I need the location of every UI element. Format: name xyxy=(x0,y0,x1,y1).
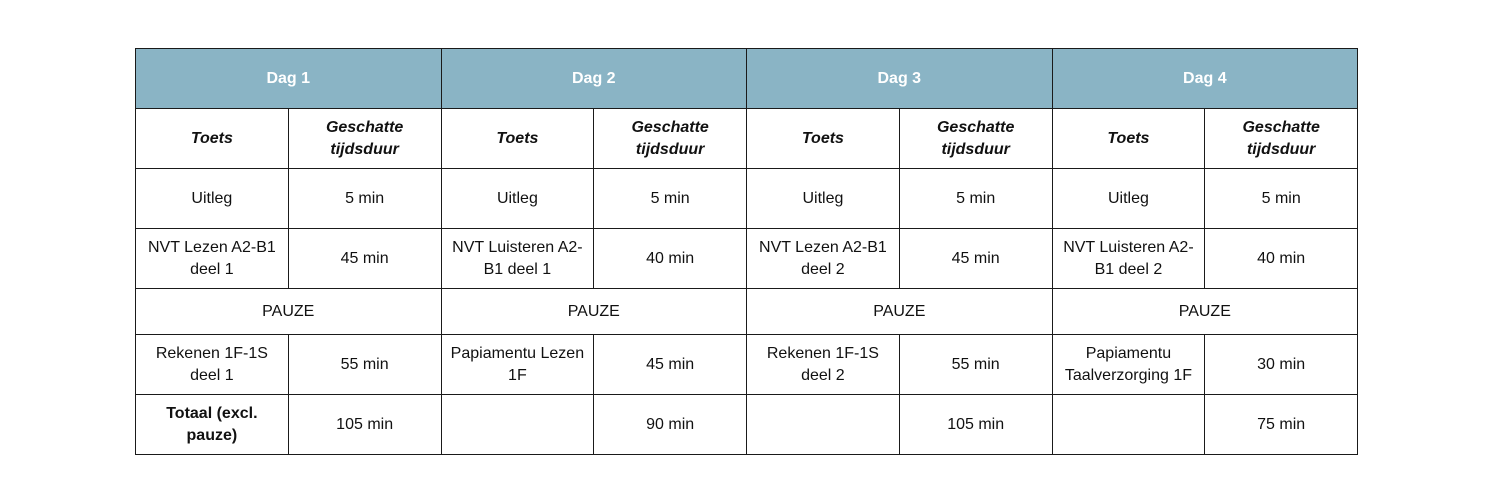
total-duur: 105 min xyxy=(288,395,441,455)
pauze-cell: PAUZE xyxy=(441,289,747,335)
duur-header: Geschatte tijdsduur xyxy=(288,109,441,169)
toets-header: Toets xyxy=(136,109,289,169)
schedule-table xyxy=(135,48,1358,455)
toets-cell: Uitleg xyxy=(441,169,594,229)
duur-cell: 45 min xyxy=(899,229,1052,289)
duur-header: Geschatte tijdsduur xyxy=(899,109,1052,169)
toets-cell: Rekenen 1F-1S deel 1 xyxy=(136,335,289,395)
duur-header: Geschatte tijdsduur xyxy=(594,109,747,169)
toets-cell: NVT Luisteren A2-B1 deel 1 xyxy=(441,229,594,289)
toets-cell: NVT Lezen A2-B1 deel 2 xyxy=(747,229,900,289)
toets-header: Toets xyxy=(441,109,594,169)
total-label xyxy=(1052,395,1205,455)
day-2-header: Dag 2 xyxy=(441,49,747,109)
duur-cell: 5 min xyxy=(288,169,441,229)
total-duur: 105 min xyxy=(899,395,1052,455)
duur-cell: 55 min xyxy=(288,335,441,395)
day-3-header: Dag 3 xyxy=(747,49,1053,109)
duur-cell: 30 min xyxy=(1205,335,1358,395)
toets-cell: Uitleg xyxy=(136,169,289,229)
duur-cell: 45 min xyxy=(594,335,747,395)
pauze-cell: PAUZE xyxy=(1052,289,1358,335)
total-duur: 90 min xyxy=(594,395,747,455)
duur-cell: 5 min xyxy=(1205,169,1358,229)
table-row xyxy=(136,335,1358,395)
table-row xyxy=(136,229,1358,289)
duur-header: Geschatte tijdsduur xyxy=(1205,109,1358,169)
toets-cell: Uitleg xyxy=(1052,169,1205,229)
duur-cell: 5 min xyxy=(594,169,747,229)
total-label xyxy=(747,395,900,455)
day-1-header: Dag 1 xyxy=(136,49,442,109)
toets-cell: Papiamentu Taalverzorging 1F xyxy=(1052,335,1205,395)
total-label: Totaal (excl. pauze) xyxy=(136,395,289,455)
toets-cell: NVT Lezen A2-B1 deel 1 xyxy=(136,229,289,289)
toets-cell: Rekenen 1F-1S deel 2 xyxy=(747,335,900,395)
toets-cell: Uitleg xyxy=(747,169,900,229)
day-4-header: Dag 4 xyxy=(1052,49,1358,109)
duur-cell: 55 min xyxy=(899,335,1052,395)
total-row xyxy=(136,395,1358,455)
duur-cell: 40 min xyxy=(594,229,747,289)
duur-cell: 40 min xyxy=(1205,229,1358,289)
toets-header: Toets xyxy=(1052,109,1205,169)
total-duur: 75 min xyxy=(1205,395,1358,455)
pauze-cell: PAUZE xyxy=(747,289,1053,335)
toets-header: Toets xyxy=(747,109,900,169)
pauze-row xyxy=(136,289,1358,335)
table-row xyxy=(136,169,1358,229)
column-header-row xyxy=(136,109,1358,169)
duur-cell: 45 min xyxy=(288,229,441,289)
duur-cell: 5 min xyxy=(899,169,1052,229)
day-header-row xyxy=(136,49,1358,109)
toets-cell: NVT Luisteren A2-B1 deel 2 xyxy=(1052,229,1205,289)
total-label xyxy=(441,395,594,455)
pauze-cell: PAUZE xyxy=(136,289,442,335)
toets-cell: Papiamentu Lezen 1F xyxy=(441,335,594,395)
